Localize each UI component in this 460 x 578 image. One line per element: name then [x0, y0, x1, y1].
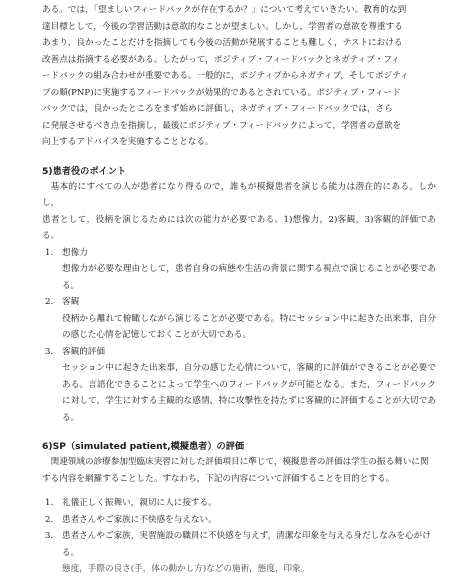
ability-list: [42, 344, 436, 361]
list-item-body: セッション中に起きた出来事，自分の感じた心情について，客観的に評価ができることが必要である。言語化できることによって学生へのフィードバックが可能となる。また，フィードバックに対して，学生に対する主観的な感情，特に攻撃性を持たずに客観的に評価することが大切である。: [62, 363, 436, 423]
section-heading: 6)SP（simulated patient,模擬患者）の評価: [42, 441, 245, 452]
text-line: あまり，良かったことだけを指摘しても今後の活動が発展することも難しく，テストにおける: [42, 38, 403, 48]
text-line: する内容を網羅することした。すなわち，下記の内容について評価することを目的とする。: [42, 473, 395, 484]
list-number: 1.: [45, 498, 54, 508]
text-line: 達目標として，今後の学習活動は意欲的なことが望ましい。しかし，学習者の意欲を尊重する: [42, 21, 403, 32]
list-text: 礼儀正しく振舞い，親切に人に接する。: [62, 498, 217, 508]
evaluation-list: [42, 495, 436, 561]
section-intro: [42, 454, 436, 487]
list-item: [42, 294, 436, 311]
section-heading: 5)患者役のポイント: [42, 165, 127, 177]
list-item: [42, 245, 436, 262]
list-item: [42, 528, 436, 561]
list-item: [42, 495, 436, 512]
list-item: [42, 344, 436, 361]
list-number: 3.: [45, 531, 54, 541]
text-line: ードバックの組み合わせが重要である。一般的に，ポジティブからネガティブ，そしてポジティ: [42, 71, 409, 81]
text-line: 基本的にすべての人が患者になり得るので，誰もが模擬患者を演じる能力は潜在的にある。しかし，: [42, 181, 436, 208]
list-title: 客観的評価: [62, 346, 105, 357]
text-line: バックでは，良かったところをまず始めに評価し，ネガティブ・フィードバックでは，さら: [42, 104, 393, 114]
list-text: 患者さんやご家族，実習施設の職員に不快感を与えず，清潔な印象を与える身だしなみを心がける。: [62, 531, 431, 558]
text-line: 改善点は指摘する必要がある。したがって，ポジティブ・フィードバックとネガティブ・フィ: [42, 54, 400, 65]
text-line: ある。では，「望ましいフィードバックが存在するか？」について考えていきたい。教育的な到: [42, 5, 407, 15]
text-line: 関連領域の診療参加型臨床実習に対した評価項目に準じて，模擬患者の評価は学生の振る舞いに関: [50, 457, 429, 467]
text-line: 患者として，役柄を演じるためには次の能力が必要である。1)想像力，2)客観，3)客観的評価である。: [42, 214, 436, 241]
intro-paragraph: [42, 2, 436, 151]
list-item-body: 想像力が必要な理由として，患者自身の病態や生活の背景に関する視点で演じることが必要である。: [62, 264, 436, 291]
list-number: 3.: [45, 346, 54, 357]
text-line: ブの順(PNP)に実施するフィードバックが効果的であるとされている。ポジティブ・フィード: [42, 87, 401, 98]
list-number: 2.: [45, 297, 54, 307]
list-number: 2.: [45, 514, 54, 525]
cut-off-line: 態度，手際の良さ(手，体の動かし方)などの施術，態度，印象。: [62, 564, 310, 574]
ability-list: [42, 294, 436, 311]
list-title: 客観: [62, 297, 80, 307]
list-title: 想像力: [62, 247, 88, 258]
text-line: 向上するアドバイスを実施することとなる。: [42, 137, 214, 147]
text-line: に発展させるべき点を指摘し，最後にポジティブ・フィードバックによって，学習者の意欲を: [42, 120, 402, 131]
list-text: 患者さんやご家族に不快感を与えない。: [62, 514, 217, 525]
spacer: [42, 487, 436, 495]
section-intro: [42, 179, 436, 245]
list-number: 1.: [45, 247, 54, 258]
ability-list: [42, 245, 436, 262]
list-item: [42, 512, 436, 529]
section-patient-role: [42, 164, 436, 427]
list-item-body: 役柄から離れて俯瞰しながら演じることが必要である。特にセッション中に起きた出来事，自分の感じた心情を記憶しておくことが大切である。: [62, 313, 436, 340]
